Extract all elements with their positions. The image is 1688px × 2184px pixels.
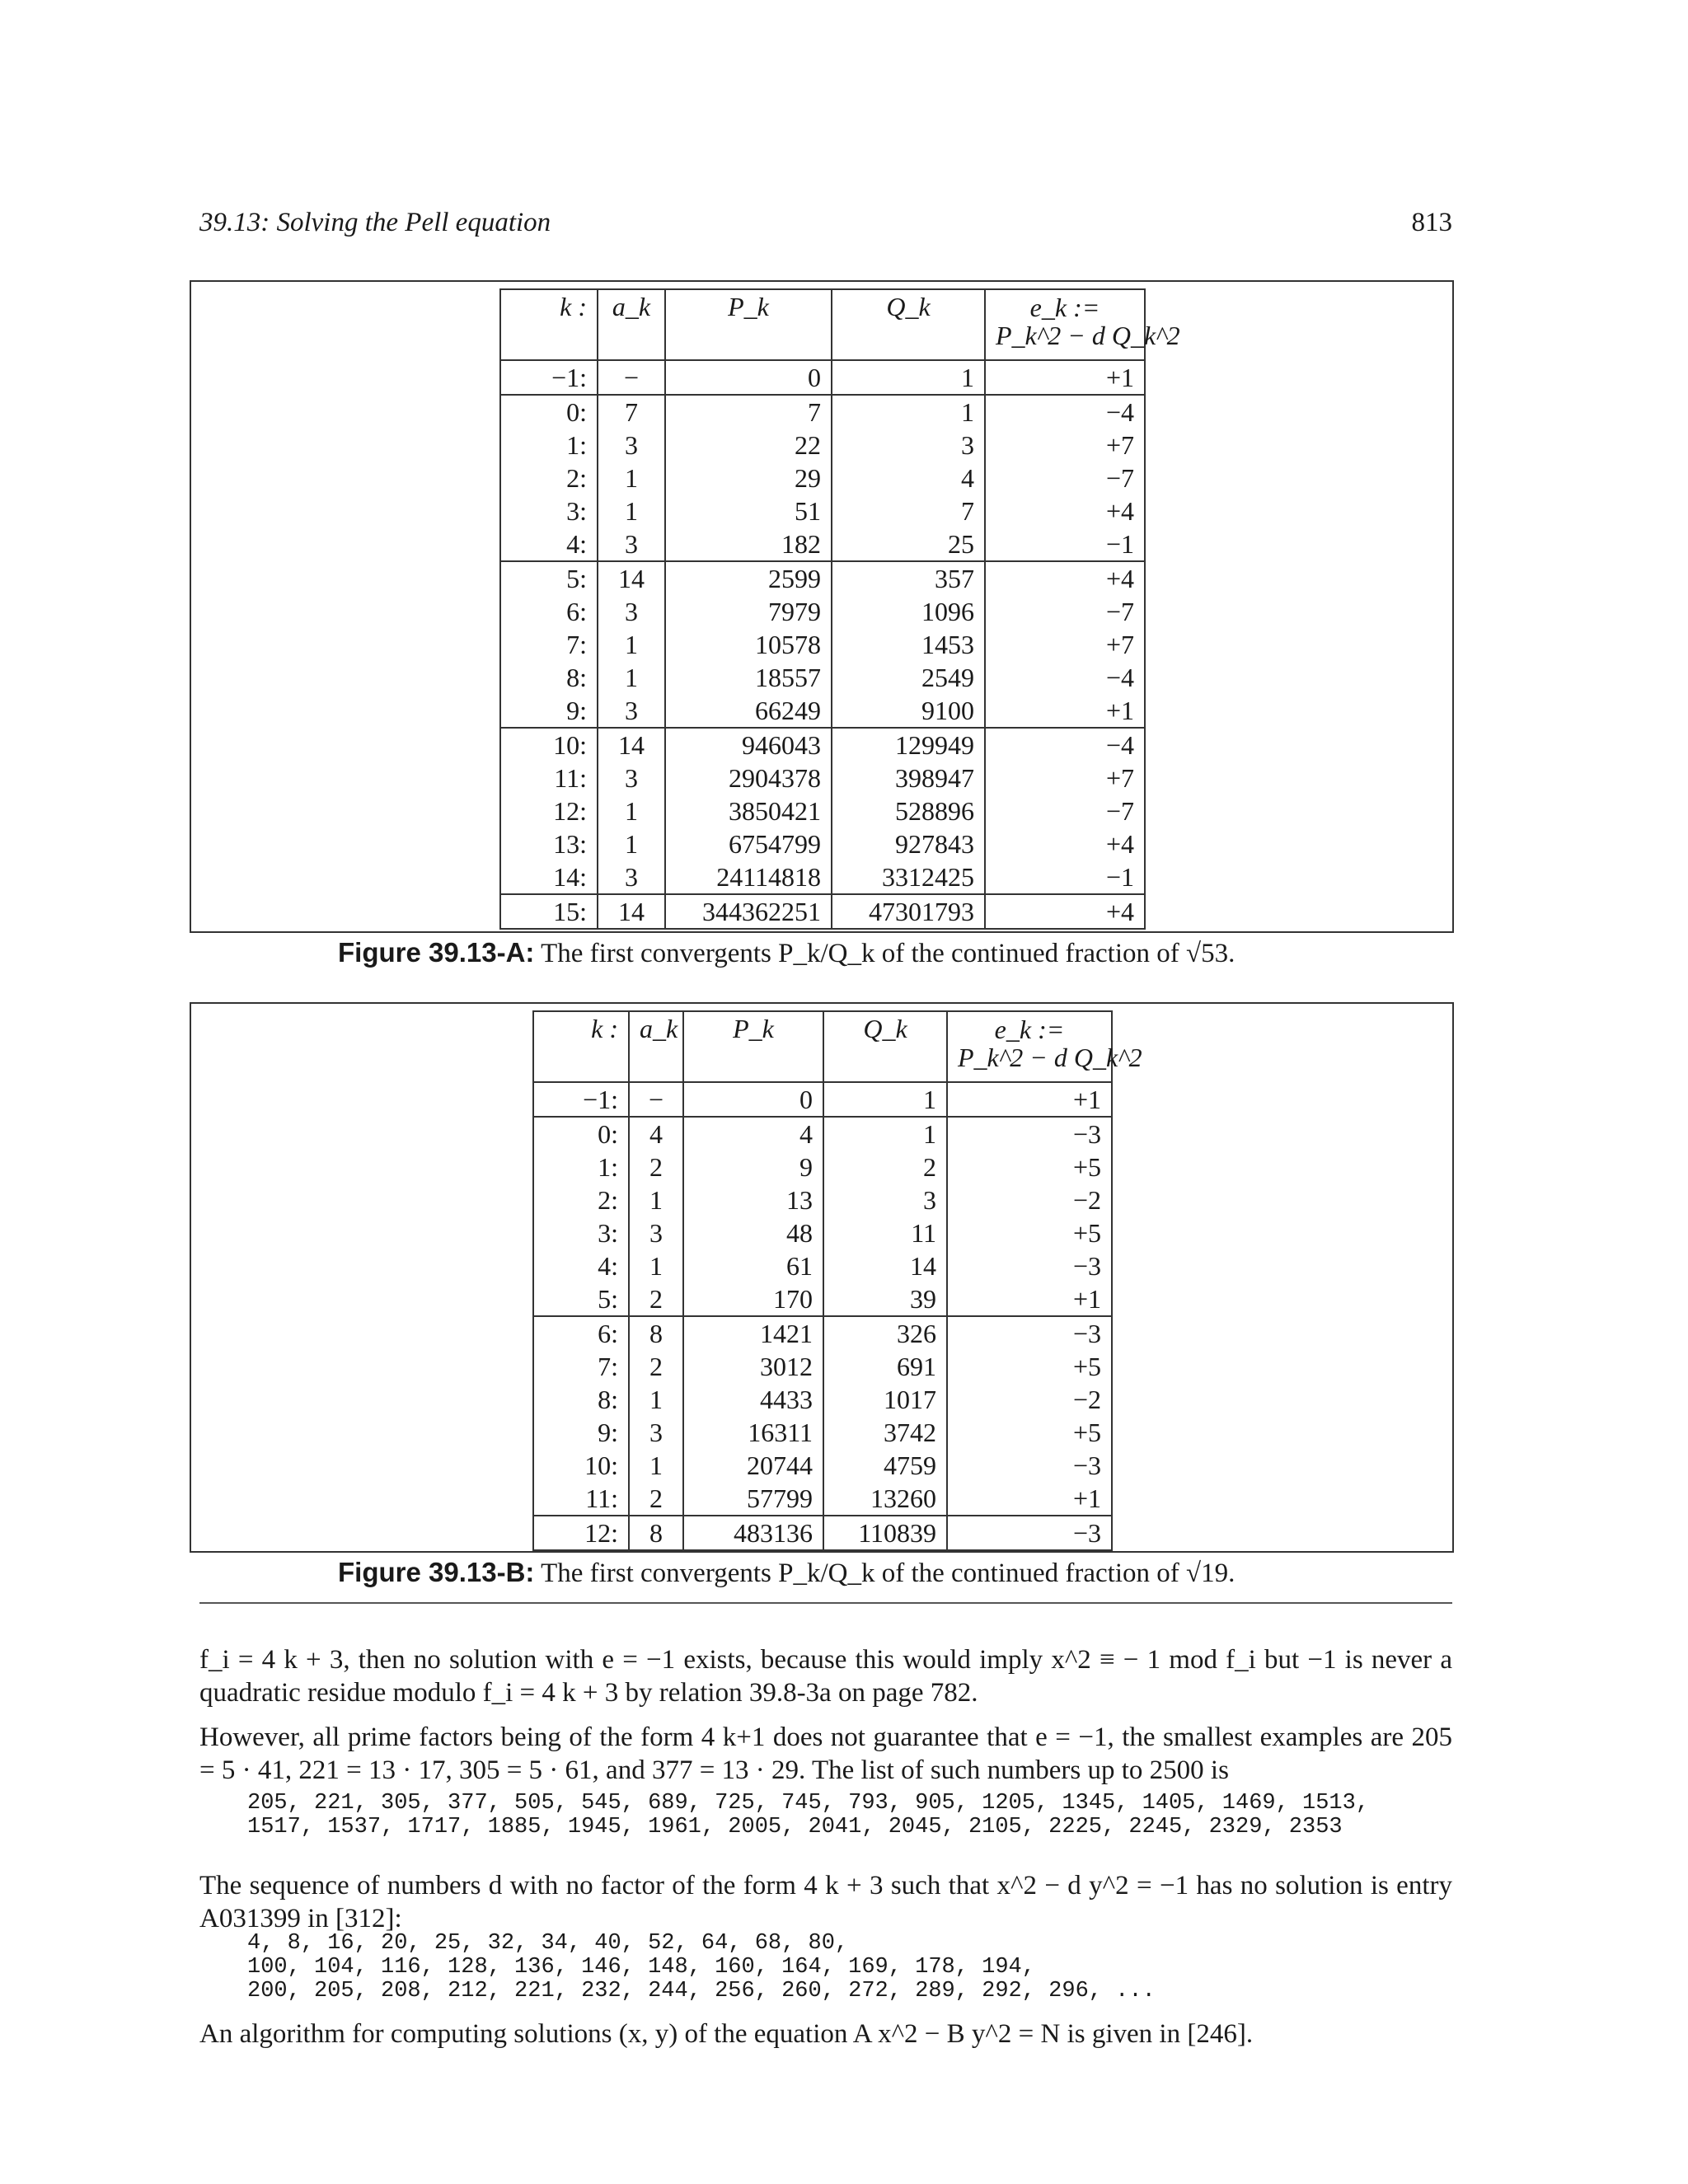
cell-p: 182 [665, 527, 832, 561]
cell-q: 1 [823, 1082, 947, 1117]
cell-a: 1 [598, 794, 665, 827]
table-row [533, 1117, 1112, 1151]
cell-q: 691 [823, 1350, 947, 1383]
cell-e: +1 [947, 1482, 1112, 1516]
column-header-e [985, 289, 1180, 360]
cell-q: 326 [823, 1316, 947, 1350]
cell-k: 15: [500, 894, 598, 929]
figure-a-caption [338, 935, 1235, 972]
cell-e: −3 [947, 1249, 1112, 1282]
cell-a: − [629, 1082, 683, 1117]
number-list-line: 100, 104, 116, 128, 136, 146, 148, 160, 164, 169, 178, 194, [247, 1955, 1035, 1980]
table-row [533, 1216, 1112, 1249]
cell-p: 483136 [683, 1516, 823, 1550]
cell-k: 13: [500, 827, 598, 860]
table-row [500, 462, 1145, 494]
cell-a: 7 [598, 395, 665, 429]
cell-e: +1 [985, 360, 1145, 395]
cell-a: 2 [629, 1350, 683, 1383]
cell-a: 1 [598, 827, 665, 860]
cell-e: −2 [947, 1383, 1112, 1416]
cell-p: 4433 [683, 1383, 823, 1416]
number-list-a031399 [247, 1932, 1156, 2004]
cell-k: 11: [500, 762, 598, 794]
cell-e: +1 [985, 694, 1145, 728]
paragraph-sequence: The sequence of numbers d with no factor of the form 4 k + 3 such that x^2 − d y^2 = −1 has no solution is entry A031399 in [312]: [199, 1871, 1452, 1933]
cell-p: 66249 [665, 694, 832, 728]
cell-p: 946043 [665, 728, 832, 762]
cell-p: 3012 [683, 1350, 823, 1383]
cell-p: 344362251 [665, 894, 832, 929]
cell-q: 1 [832, 360, 985, 395]
table-row [500, 827, 1145, 860]
cell-q: 47301793 [832, 894, 985, 929]
cell-e: +5 [947, 1151, 1112, 1183]
column-header-k: k : [533, 1011, 629, 1082]
cell-p: 7 [665, 395, 832, 429]
cell-p: 2904378 [665, 762, 832, 794]
cell-e: +4 [985, 827, 1145, 860]
figure-b-caption-label: Figure 39.13-B: [338, 1557, 535, 1587]
figure-a-rows [500, 360, 1145, 929]
cell-p: 6754799 [665, 827, 832, 860]
cell-k: 10: [533, 1449, 629, 1482]
cell-a: 2 [629, 1282, 683, 1316]
cell-p: 22 [665, 429, 832, 462]
cell-e: +5 [947, 1416, 1112, 1449]
table-row [533, 1482, 1112, 1516]
cell-k: 0: [533, 1117, 629, 1151]
table-row [533, 1383, 1112, 1416]
cell-k: 1: [500, 429, 598, 462]
cell-a: 4 [629, 1117, 683, 1151]
figure-b-rows [533, 1082, 1112, 1550]
table-row [500, 429, 1145, 462]
figure-a-caption-label: Figure 39.13-A: [338, 937, 535, 968]
cell-k: 11: [533, 1482, 629, 1516]
cell-p: 170 [683, 1282, 823, 1316]
cell-q: 3 [832, 429, 985, 462]
table-header-row [500, 289, 1145, 360]
figure-b-caption-text: The first convergents P_k/Q_k of the continued fraction of √19. [541, 1558, 1236, 1588]
number-list-2500 [247, 1792, 1369, 1840]
cell-q: 1 [832, 395, 985, 429]
column-header-p: P_k [683, 1011, 823, 1082]
cell-p: 0 [683, 1082, 823, 1117]
table-row [533, 1249, 1112, 1282]
cell-p: 2599 [665, 561, 832, 595]
cell-k: 3: [533, 1216, 629, 1249]
cell-k: 8: [500, 661, 598, 694]
cell-a: 8 [629, 1316, 683, 1350]
cell-k: −1: [500, 360, 598, 395]
cell-e: −7 [985, 595, 1145, 628]
cell-e: −7 [985, 462, 1145, 494]
cell-k: 4: [533, 1249, 629, 1282]
cell-p: 24114818 [665, 860, 832, 894]
cell-q: 39 [823, 1282, 947, 1316]
table-row [533, 1316, 1112, 1350]
paragraph-algorithm: An algorithm for computing solutions (x, y) of the equation A x^2 − B y^2 = N is given in [246]. [199, 2019, 1254, 2049]
cell-k: 5: [500, 561, 598, 595]
cell-q: 129949 [832, 728, 985, 762]
cell-p: 20744 [683, 1449, 823, 1482]
cell-p: 0 [665, 360, 832, 395]
table-row [500, 694, 1145, 728]
cell-q: 528896 [832, 794, 985, 827]
cell-e: +1 [947, 1082, 1112, 1117]
cell-a: 1 [629, 1183, 683, 1216]
cell-a: 3 [598, 595, 665, 628]
cell-p: 10578 [665, 628, 832, 661]
cell-p: 61 [683, 1249, 823, 1282]
number-list-line: 200, 205, 208, 212, 221, 232, 244, 256, 260, 272, 289, 292, 296, ... [247, 1979, 1156, 2004]
running-head [199, 203, 1452, 242]
cell-q: 927843 [832, 827, 985, 860]
cell-q: 25 [832, 527, 985, 561]
section-title: 39.13: Solving the Pell equation [199, 208, 551, 237]
cell-k: 7: [533, 1350, 629, 1383]
figure-b-caption [338, 1554, 1235, 1591]
table-header-row [533, 1011, 1112, 1082]
cell-q: 1096 [832, 595, 985, 628]
table-row [500, 494, 1145, 527]
cell-a: − [598, 360, 665, 395]
cell-k: 2: [533, 1183, 629, 1216]
cell-e: −3 [947, 1449, 1112, 1482]
cell-k: 12: [500, 794, 598, 827]
cell-p: 16311 [683, 1416, 823, 1449]
table-row [533, 1082, 1112, 1117]
cell-a: 3 [629, 1416, 683, 1449]
cell-e: +4 [985, 494, 1145, 527]
cell-q: 13260 [823, 1482, 947, 1516]
cell-k: 6: [500, 595, 598, 628]
cell-k: 5: [533, 1282, 629, 1316]
cell-k: 14: [500, 860, 598, 894]
column-header-a: a_k [598, 289, 665, 360]
column-header-e-line2: P_k^2 − d Q_k^2 [996, 321, 1180, 350]
table-row [533, 1183, 1112, 1216]
cell-a: 1 [598, 661, 665, 694]
cell-k: 6: [533, 1316, 629, 1350]
cell-a: 3 [598, 527, 665, 561]
cell-e: −3 [947, 1516, 1112, 1550]
cell-e: −1 [985, 527, 1145, 561]
cell-e: +5 [947, 1216, 1112, 1249]
table-row [500, 661, 1145, 694]
table-row [533, 1350, 1112, 1383]
cell-k: 4: [500, 527, 598, 561]
table-row [500, 595, 1145, 628]
cell-a: 14 [598, 728, 665, 762]
table-row [533, 1151, 1112, 1183]
cell-e: +7 [985, 762, 1145, 794]
horizontal-rule [199, 1602, 1452, 1604]
cell-k: 9: [533, 1416, 629, 1449]
cell-k: 12: [533, 1516, 629, 1550]
cell-e: −3 [947, 1316, 1112, 1350]
cell-a: 14 [598, 561, 665, 595]
cell-q: 14 [823, 1249, 947, 1282]
cell-p: 3850421 [665, 794, 832, 827]
cell-a: 1 [598, 494, 665, 527]
table-row [533, 1516, 1112, 1550]
column-header-q: Q_k [823, 1011, 947, 1082]
cell-p: 18557 [665, 661, 832, 694]
column-header-k: k : [500, 289, 598, 360]
column-header-e-line1: e_k := [994, 1015, 1065, 1044]
cell-k: 9: [500, 694, 598, 728]
cell-p: 9 [683, 1151, 823, 1183]
number-list-line: 1517, 1537, 1717, 1885, 1945, 1961, 2005, 2041, 2045, 2105, 2225, 2245, 2329, 2353 [247, 1815, 1343, 1840]
cell-a: 3 [598, 762, 665, 794]
table-row [500, 860, 1145, 894]
column-header-p: P_k [665, 289, 832, 360]
table-row [500, 395, 1145, 429]
cell-q: 4759 [823, 1449, 947, 1482]
cell-p: 7979 [665, 595, 832, 628]
cell-a: 14 [598, 894, 665, 929]
table-row [500, 728, 1145, 762]
cell-e: +4 [985, 894, 1145, 929]
cell-e: +7 [985, 429, 1145, 462]
cell-k: 0: [500, 395, 598, 429]
column-header-e-line2: P_k^2 − d Q_k^2 [958, 1043, 1142, 1072]
paragraph-residue: f_i = 4 k + 3, then no solution with e = −1 exists, because this would imply x^2 ≡ − 1 mod f_i but −1 is never a quadratic residue modulo f_i = 4 k + 3 by relation 39.8-3a on page 782. [199, 1645, 1452, 1708]
table-row [500, 628, 1145, 661]
cell-a: 3 [598, 694, 665, 728]
cell-a: 1 [598, 462, 665, 494]
cell-q: 11 [823, 1216, 947, 1249]
cell-k: 2: [500, 462, 598, 494]
cell-e: −4 [985, 661, 1145, 694]
cell-a: 1 [629, 1449, 683, 1482]
cell-a: 1 [598, 628, 665, 661]
cell-q: 3312425 [832, 860, 985, 894]
cell-k: 3: [500, 494, 598, 527]
cell-k: 10: [500, 728, 598, 762]
cell-q: 3742 [823, 1416, 947, 1449]
cell-a: 1 [629, 1249, 683, 1282]
cell-a: 1 [629, 1383, 683, 1416]
cell-q: 7 [832, 494, 985, 527]
cell-a: 2 [629, 1151, 683, 1183]
figure-a-table [499, 288, 1180, 930]
cell-p: 29 [665, 462, 832, 494]
cell-e: −2 [947, 1183, 1112, 1216]
figure-b-table [532, 1010, 1142, 1551]
cell-e: +7 [985, 628, 1145, 661]
table-row [500, 561, 1145, 595]
cell-k: 8: [533, 1383, 629, 1416]
table-row [500, 762, 1145, 794]
cell-e: −7 [985, 794, 1145, 827]
cell-p: 48 [683, 1216, 823, 1249]
table-row [533, 1282, 1112, 1316]
cell-a: 3 [629, 1216, 683, 1249]
cell-q: 398947 [832, 762, 985, 794]
table-row [533, 1416, 1112, 1449]
number-list-line: 205, 221, 305, 377, 505, 545, 689, 725, 745, 793, 905, 1205, 1345, 1405, 1469, 1513, [247, 1791, 1370, 1816]
cell-e: −3 [947, 1117, 1112, 1151]
cell-e: +4 [985, 561, 1145, 595]
cell-a: 8 [629, 1516, 683, 1550]
cell-p: 51 [665, 494, 832, 527]
cell-e: +1 [947, 1282, 1112, 1316]
paragraph-examples: However, all prime factors being of the form 4 k+1 does not guarantee that e = −1, the smallest examples are 205 = 5 · 41, 221 = 13 · 17, 305 = 5 · 61, and 377 = 13 · 29. The list of such numbers up to 2500 is [199, 1722, 1452, 1785]
cell-q: 357 [832, 561, 985, 595]
cell-q: 3 [823, 1183, 947, 1216]
table-row [500, 527, 1145, 561]
cell-k: 7: [500, 628, 598, 661]
cell-q: 4 [832, 462, 985, 494]
column-header-a: a_k [629, 1011, 683, 1082]
cell-e: −4 [985, 395, 1145, 429]
cell-q: 2549 [832, 661, 985, 694]
cell-q: 110839 [823, 1516, 947, 1550]
cell-q: 2 [823, 1151, 947, 1183]
cell-a: 3 [598, 860, 665, 894]
cell-q: 1017 [823, 1383, 947, 1416]
cell-a: 2 [629, 1482, 683, 1516]
page-number: 813 [1411, 208, 1452, 237]
cell-a: 3 [598, 429, 665, 462]
number-list-line: 4, 8, 16, 20, 25, 32, 34, 40, 52, 64, 68, 80, [247, 1931, 849, 1956]
cell-q: 1453 [832, 628, 985, 661]
table-row [500, 360, 1145, 395]
cell-p: 1421 [683, 1316, 823, 1350]
cell-e: −4 [985, 728, 1145, 762]
column-header-e [947, 1011, 1142, 1082]
table-row [500, 894, 1145, 929]
cell-k: −1: [533, 1082, 629, 1117]
table-row [500, 794, 1145, 827]
cell-p: 13 [683, 1183, 823, 1216]
cell-e: +5 [947, 1350, 1112, 1383]
column-header-e-line1: e_k := [1029, 293, 1100, 322]
cell-k: 1: [533, 1151, 629, 1183]
cell-e: −1 [985, 860, 1145, 894]
cell-q: 9100 [832, 694, 985, 728]
column-header-q: Q_k [832, 289, 985, 360]
figure-a-caption-text: The first convergents P_k/Q_k of the continued fraction of √53. [541, 939, 1236, 968]
cell-q: 1 [823, 1117, 947, 1151]
table-row [533, 1449, 1112, 1482]
cell-p: 4 [683, 1117, 823, 1151]
cell-p: 57799 [683, 1482, 823, 1516]
